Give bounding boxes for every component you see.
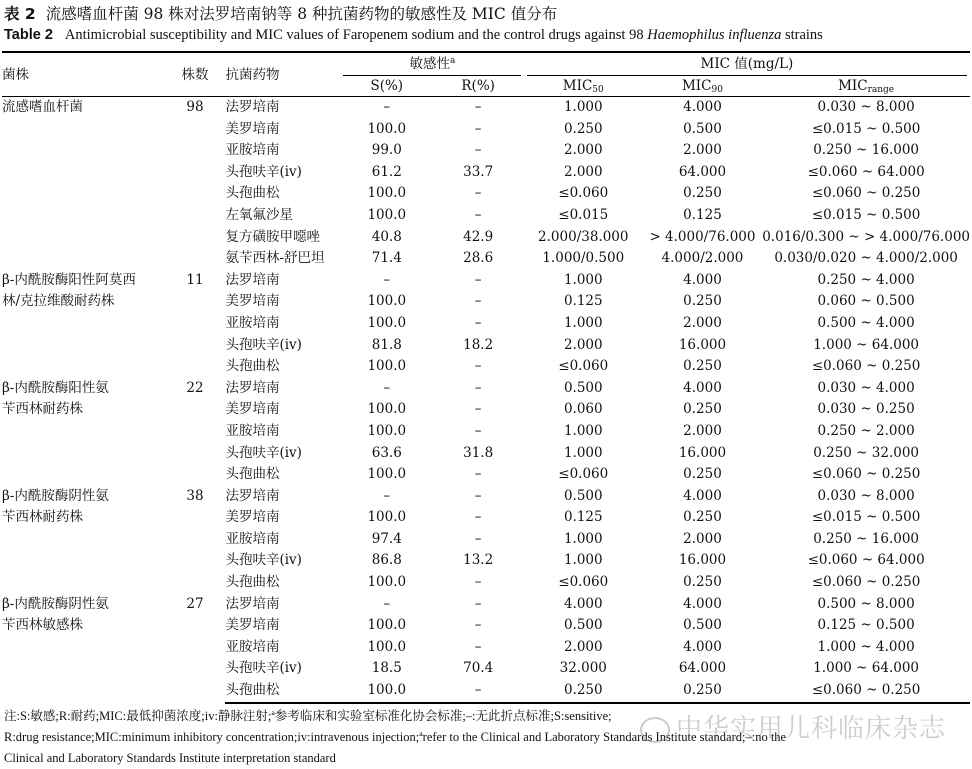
cell-mic-range: 0.125 ~ 0.500 bbox=[817, 617, 915, 634]
cell-r: – bbox=[474, 99, 482, 115]
cell-mic50: 1.000 bbox=[563, 99, 603, 115]
cell-mic50: 2.000 bbox=[563, 336, 603, 353]
strain-name-line: β-内酰胺酶阴性氨 bbox=[2, 487, 109, 504]
cell-mic50: 1.000 bbox=[563, 530, 603, 547]
table-row bbox=[2, 486, 970, 508]
cell-mic50: 2.000 bbox=[563, 142, 603, 159]
cell-mic-range: ≤0.060 ~ 0.250 bbox=[811, 574, 921, 591]
cell-mic-range: 1.000 ~ 4.000 bbox=[817, 638, 915, 655]
cell-drug: 头孢曲松 bbox=[225, 185, 280, 202]
cell-drug: 亚胺培南 bbox=[225, 530, 280, 547]
cell-r: – bbox=[474, 617, 482, 634]
cell-mic90: 0.250 bbox=[683, 509, 722, 526]
table-row bbox=[2, 97, 970, 119]
cell-mic90: 64.000 bbox=[678, 163, 727, 180]
cell-mic50: 1.000 bbox=[563, 422, 603, 439]
cell-r: – bbox=[474, 401, 482, 418]
cell-r: 13.2 bbox=[463, 552, 494, 569]
cell-s: 100.0 bbox=[367, 574, 407, 591]
cell-r: – bbox=[474, 574, 482, 591]
header-mic90 bbox=[643, 76, 763, 97]
cell-count bbox=[164, 378, 225, 486]
cell-mic90: 0.250 bbox=[683, 401, 722, 418]
cell-s: – bbox=[383, 271, 391, 288]
cell-s: – bbox=[383, 595, 391, 612]
cell-strain bbox=[2, 97, 164, 270]
cell-mic50: 1.000/0.500 bbox=[542, 250, 625, 267]
cell-drug: 美罗培南 bbox=[225, 293, 280, 310]
cell-mic50: ≤0.060 bbox=[558, 574, 609, 591]
cell-mic-range: ≤0.015 ~ 0.500 bbox=[811, 120, 921, 137]
cell-drug: 头孢曲松 bbox=[225, 574, 280, 591]
cell-strain bbox=[2, 486, 164, 594]
cell-mic90: 0.250 bbox=[683, 574, 722, 591]
cell-r: – bbox=[474, 530, 482, 547]
cell-mic50: 4.000 bbox=[563, 595, 603, 612]
cell-mic-range: 0.030 ~ 8.000 bbox=[817, 99, 915, 115]
cell-drug: 复方磺胺甲噁唑 bbox=[225, 228, 320, 245]
cell-s: 97.4 bbox=[371, 530, 402, 547]
header-mic-range-sub: range bbox=[867, 85, 895, 95]
cell-strain bbox=[2, 594, 164, 703]
table-title-en-pre: Antimicrobial susceptibility and MIC values of Faropenem sodium and the control drugs against 98 bbox=[64, 27, 644, 43]
header-mic-range-label: MIC bbox=[838, 78, 868, 94]
cell-mic-range: ≤0.060 ~ 64.000 bbox=[807, 552, 925, 569]
cell-mic90: 0.250 bbox=[683, 293, 722, 310]
cell-mic50: 1.000 bbox=[563, 314, 603, 331]
cell-mic50: ≤0.015 bbox=[558, 206, 609, 223]
table-title-cn: 流感嗜血杆菌 98 株对法罗培南钠等 8 种抗菌药物的敏感性及 MIC 值分布 bbox=[45, 5, 558, 23]
cell-drug: 头孢呋辛(iv) bbox=[225, 444, 302, 461]
cell-mic90: 2.000 bbox=[683, 422, 722, 439]
cell-mic90: 16.000 bbox=[678, 444, 727, 461]
cell-strain bbox=[2, 378, 164, 486]
cell-mic90: 0.500 bbox=[683, 617, 722, 634]
cell-drug: 左氧氟沙星 bbox=[225, 206, 293, 223]
cell-mic50: 1.000 bbox=[563, 444, 603, 461]
cell-count bbox=[164, 270, 225, 378]
cell-mic90: 2.000 bbox=[683, 142, 722, 159]
header-mic-label: MIC 值(mg/L) bbox=[527, 53, 967, 76]
cell-mic-range: 0.250 ~ 16.000 bbox=[813, 142, 919, 159]
cell-s: 100.0 bbox=[367, 185, 407, 202]
header-s: S(%) bbox=[341, 76, 432, 97]
cell-s: 100.0 bbox=[367, 401, 407, 418]
cell-r: – bbox=[474, 206, 482, 223]
cell-s: 99.0 bbox=[371, 142, 402, 159]
cell-drug: 氨苄西林-舒巴坦 bbox=[225, 250, 325, 267]
watermark bbox=[640, 708, 946, 745]
cell-mic90: 4.000 bbox=[683, 99, 722, 115]
header-mic-range bbox=[762, 76, 970, 97]
cell-mic-range: 0.030 ~ 0.250 bbox=[817, 401, 915, 418]
cell-mic90: > 4.000/76.000 bbox=[649, 228, 756, 245]
cell-mic-range: 1.000 ~ 64.000 bbox=[813, 336, 919, 353]
cell-mic-range: 0.250 ~ 2.000 bbox=[817, 422, 915, 439]
header-mic50 bbox=[524, 76, 643, 97]
cell-mic90: 0.500 bbox=[683, 120, 722, 137]
cell-mic-range: 0.250 ~ 32.000 bbox=[813, 444, 919, 461]
cell-mic50: 2.000/38.000 bbox=[538, 228, 629, 245]
cell-r: – bbox=[474, 487, 482, 504]
cell-r: – bbox=[474, 314, 482, 331]
header-sensitivity-group bbox=[343, 53, 521, 76]
header-strain: 菌株 bbox=[2, 52, 164, 97]
cell-mic50: ≤0.060 bbox=[558, 185, 609, 202]
cell-s: 100.0 bbox=[367, 206, 407, 223]
cell-s: 61.2 bbox=[371, 163, 402, 180]
header-mic50-sub: 50 bbox=[592, 85, 604, 95]
cell-drug: 法罗培南 bbox=[225, 487, 280, 504]
header-count: 株数 bbox=[164, 52, 225, 97]
cell-strain bbox=[2, 270, 164, 378]
cell-s: – bbox=[383, 379, 391, 396]
count-value: 22 bbox=[186, 379, 204, 396]
cell-drug: 法罗培南 bbox=[225, 379, 280, 396]
cell-s: 100.0 bbox=[367, 314, 407, 331]
watermark-text: 中华实用儿科临床杂志 bbox=[676, 714, 947, 744]
header-mic bbox=[524, 52, 970, 76]
cell-drug: 头孢曲松 bbox=[225, 466, 280, 483]
cell-count bbox=[164, 97, 225, 270]
header-sensitivity-sup: a bbox=[450, 56, 456, 66]
cell-drug: 美罗培南 bbox=[225, 617, 280, 634]
cell-r: – bbox=[474, 293, 482, 310]
cell-mic90: 16.000 bbox=[678, 552, 727, 569]
cell-mic-range: ≤0.060 ~ 0.250 bbox=[811, 185, 921, 202]
cell-r: – bbox=[474, 638, 482, 655]
cell-s: 100.0 bbox=[367, 120, 407, 137]
strain-name-line: β-内酰胺酶阳性阿莫西 bbox=[2, 271, 136, 288]
cell-drug: 亚胺培南 bbox=[225, 142, 280, 159]
cell-drug: 头孢呋辛(iv) bbox=[225, 660, 302, 677]
cell-drug: 头孢呋辛(iv) bbox=[225, 552, 302, 569]
cell-mic50: ≤0.060 bbox=[558, 358, 609, 375]
cell-mic50: 0.250 bbox=[563, 120, 603, 137]
cell-s: 100.0 bbox=[341, 680, 432, 703]
cell-mic50: 2.000 bbox=[563, 163, 603, 180]
cell-r: – bbox=[474, 142, 482, 159]
header-sensitivity bbox=[341, 52, 524, 76]
cell-mic-range: ≤0.015 ~ 0.500 bbox=[811, 206, 921, 223]
table-title-en-italic: Haemophilus influenza bbox=[647, 27, 782, 43]
count-value: 27 bbox=[186, 595, 204, 612]
strain-name-line: 流感嗜血杆菌 bbox=[2, 99, 83, 115]
cell-mic50: 0.250 bbox=[524, 680, 643, 703]
header-r: R(%) bbox=[432, 76, 523, 97]
cell-r: – bbox=[474, 271, 482, 288]
cell-mic90: 0.250 bbox=[683, 185, 722, 202]
cell-drug: 头孢曲松 bbox=[225, 358, 280, 375]
cell-drug: 法罗培南 bbox=[225, 271, 280, 288]
cell-mic50: 1.000 bbox=[563, 271, 603, 288]
table-row bbox=[2, 270, 970, 292]
strain-name-line: 苄西林耐药株 bbox=[2, 509, 83, 526]
strain-name-line: β-内酰胺酶阳性氨 bbox=[2, 379, 109, 396]
cell-r: 18.2 bbox=[463, 336, 494, 353]
cell-drug: 法罗培南 bbox=[225, 595, 280, 612]
header-sensitivity-label: 敏感性 bbox=[409, 56, 451, 72]
cell-mic90: 0.125 bbox=[683, 206, 722, 223]
cell-mic-range: ≤0.015 ~ 0.500 bbox=[811, 509, 921, 526]
cell-drug: 亚胺培南 bbox=[225, 638, 280, 655]
cell-mic90: 4.000 bbox=[683, 595, 722, 612]
cell-s: 100.0 bbox=[367, 422, 407, 439]
cell-r: 28.6 bbox=[463, 250, 494, 267]
cell-mic-range: 0.500 ~ 4.000 bbox=[817, 314, 915, 331]
cell-s: 100.0 bbox=[367, 638, 407, 655]
cell-r: 31.8 bbox=[463, 444, 494, 461]
cell-mic-range: 0.500 ~ 8.000 bbox=[817, 595, 915, 612]
cell-mic90: 4.000 bbox=[683, 379, 722, 396]
table-row bbox=[2, 594, 970, 616]
count-value: 11 bbox=[186, 271, 204, 288]
cell-r: – bbox=[474, 358, 482, 375]
cell-mic-range: ≤0.060 ~ 0.250 bbox=[811, 358, 921, 375]
cell-drug: 法罗培南 bbox=[225, 99, 280, 115]
table-title-en-post: strains bbox=[784, 27, 823, 43]
cell-mic90: 0.250 bbox=[643, 680, 763, 703]
table-label-cn: 表 2 bbox=[4, 5, 36, 23]
cell-s: 100.0 bbox=[367, 358, 407, 375]
cell-mic50: 0.060 bbox=[563, 401, 603, 418]
cell-s: 86.8 bbox=[371, 552, 402, 569]
cell-s: 100.0 bbox=[367, 509, 407, 526]
cell-mic90: 2.000 bbox=[683, 314, 722, 331]
cell-r: – bbox=[474, 422, 482, 439]
cell-mic50: 0.500 bbox=[563, 487, 603, 504]
cell-s: 100.0 bbox=[367, 293, 407, 310]
header-mic50-label: MIC bbox=[562, 78, 593, 94]
cell-drug: 头孢呋辛(iv) bbox=[225, 163, 302, 180]
cell-mic-range: ≤0.060 ~ 64.000 bbox=[807, 163, 925, 180]
cell-r: – bbox=[474, 466, 482, 483]
cell-mic50: 0.125 bbox=[563, 293, 603, 310]
table-row bbox=[2, 378, 970, 400]
cell-mic-range: 0.030 ~ 4.000 bbox=[817, 379, 915, 396]
cell-s: – bbox=[383, 487, 391, 504]
cell-s: 71.4 bbox=[371, 250, 402, 267]
cell-mic50: ≤0.060 bbox=[558, 466, 609, 483]
cell-s: – bbox=[383, 99, 391, 115]
cell-mic-range: 0.250 ~ 4.000 bbox=[817, 271, 915, 288]
cell-r: – bbox=[432, 680, 523, 703]
cell-mic-range: 0.030/0.020 ~ 4.000/2.000 bbox=[774, 250, 958, 267]
cell-mic90: 0.250 bbox=[683, 466, 722, 483]
header-drug: 抗菌药物 bbox=[225, 52, 341, 97]
strain-name-line: β-内酰胺酶阴性氨 bbox=[2, 595, 109, 612]
cell-mic90: 4.000/2.000 bbox=[661, 250, 744, 267]
cell-count bbox=[164, 486, 225, 594]
table-label-en: Table 2 bbox=[4, 27, 53, 43]
strain-name-line: 苄西林敏感株 bbox=[2, 617, 83, 634]
cell-mic50: 0.125 bbox=[563, 509, 603, 526]
strain-name-line: 苄西林耐药株 bbox=[2, 401, 83, 418]
cell-r: – bbox=[474, 595, 482, 612]
header-mic90-sub: 90 bbox=[711, 85, 723, 95]
cell-s: 40.8 bbox=[371, 228, 402, 245]
cell-r: 42.9 bbox=[463, 228, 494, 245]
cell-mic90: 4.000 bbox=[683, 638, 722, 655]
cell-mic50: 2.000 bbox=[563, 638, 603, 655]
cell-mic-range: ≤0.060 ~ 0.250 bbox=[811, 466, 921, 483]
cell-mic50: 32.000 bbox=[559, 660, 607, 677]
cell-mic90: 64.000 bbox=[678, 660, 727, 677]
cell-r: – bbox=[474, 120, 482, 137]
cell-mic-range: 1.000 ~ 64.000 bbox=[813, 660, 919, 677]
cell-mic-range: 0.030 ~ 8.000 bbox=[817, 487, 915, 504]
cell-drug: 美罗培南 bbox=[225, 509, 280, 526]
cell-r: 70.4 bbox=[463, 660, 494, 677]
cell-mic90: 16.000 bbox=[678, 336, 727, 353]
cell-mic50: 0.500 bbox=[563, 617, 603, 634]
cell-count bbox=[164, 594, 225, 703]
header-mic90-label: MIC bbox=[681, 78, 712, 94]
cell-s: 100.0 bbox=[367, 617, 407, 634]
cell-r: – bbox=[474, 379, 482, 396]
cell-s: 63.6 bbox=[371, 444, 402, 461]
cell-drug: 美罗培南 bbox=[225, 120, 280, 137]
note-line-1: 注:S:敏感;R:耐药;MIC:最低抑菌浓度;iv:静脉注射;ª参考临床和实验室标准化协会标准;–:无此折点标准;S:sensitive; bbox=[4, 709, 612, 723]
cell-mic-range: 0.250 ~ 16.000 bbox=[813, 530, 919, 547]
cell-drug: 亚胺培南 bbox=[225, 422, 280, 439]
strain-name-line: 林/克拉维酸耐药株 bbox=[2, 293, 115, 310]
susceptibility-table bbox=[2, 51, 970, 704]
count-value: 98 bbox=[186, 99, 204, 115]
wechat-icon bbox=[640, 717, 670, 743]
cell-s: 100.0 bbox=[367, 466, 407, 483]
table-body bbox=[2, 97, 970, 703]
cell-mic-range: 0.060 ~ 0.500 bbox=[817, 293, 915, 310]
cell-mic90: 2.000 bbox=[683, 530, 722, 547]
cell-r: – bbox=[474, 509, 482, 526]
cell-mic50: 0.500 bbox=[563, 379, 603, 396]
cell-drug: 亚胺培南 bbox=[225, 314, 280, 331]
cell-r: – bbox=[474, 185, 482, 202]
cell-drug: 头孢曲松 bbox=[225, 680, 341, 703]
table-caption-en bbox=[4, 27, 823, 44]
cell-s: 81.8 bbox=[371, 336, 402, 353]
cell-mic-range: ≤0.060 ~ 0.250 bbox=[762, 680, 970, 703]
cell-mic90: 4.000 bbox=[683, 487, 722, 504]
cell-mic50: 1.000 bbox=[563, 552, 603, 569]
cell-drug: 美罗培南 bbox=[225, 401, 280, 418]
note-line-2: R:drug resistance;MIC:minimum inhibitory concentration;iv:intravenous injection;ªrefer to the Clinical and Laboratory Standards Institute standard;–:no the bbox=[4, 730, 787, 744]
table-caption-cn bbox=[4, 2, 557, 24]
count-value: 38 bbox=[186, 487, 204, 504]
cell-mic90: 0.250 bbox=[683, 358, 722, 375]
cell-s: 18.5 bbox=[371, 660, 402, 677]
cell-r: 33.7 bbox=[463, 163, 494, 180]
cell-mic-range: 0.016/0.300 ~ > 4.000/76.000 bbox=[762, 228, 970, 245]
cell-mic90: 4.000 bbox=[683, 271, 722, 288]
cell-drug: 头孢呋辛(iv) bbox=[225, 336, 302, 353]
note-line-3: Clinical and Laboratory Standards Institute interpretation standard bbox=[4, 751, 336, 765]
